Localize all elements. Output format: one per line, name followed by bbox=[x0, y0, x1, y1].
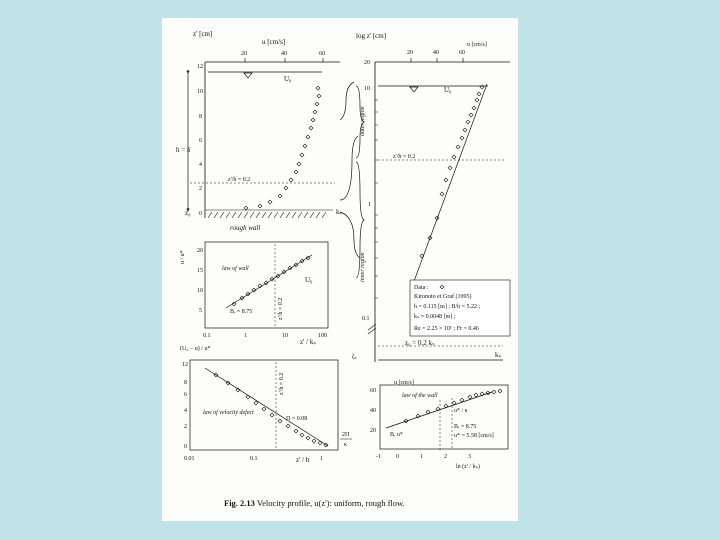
panel-d-ytick-8: 8 bbox=[184, 380, 187, 386]
figure-caption bbox=[224, 498, 524, 508]
panel-d-pi-label: Π = 0.08 bbox=[286, 416, 308, 422]
water-surface-icon bbox=[244, 73, 252, 78]
panel-d-ytick-2: 2 bbox=[184, 424, 187, 430]
panel-d-level-label: z'/h = 0.2 bbox=[279, 372, 285, 395]
panel-d-kappa: κ bbox=[344, 442, 348, 448]
legend-line2: kₛ = 0.0048 [m] ; bbox=[414, 314, 456, 320]
panel-b-zeta: ζ₀ bbox=[352, 354, 357, 360]
legend-line3: Re = 2.25 × 10⁵ ; Fr = 0.46 bbox=[414, 326, 479, 332]
panel-a-xtick-20: 20 bbox=[241, 51, 247, 57]
panel-b-xtick-20: 20 bbox=[407, 50, 413, 56]
panel-d-xtick-001: 0.01 bbox=[184, 456, 195, 462]
panel-d-x-label: z' / h bbox=[296, 456, 310, 464]
panel-c-ytick-10: 10 bbox=[197, 288, 203, 294]
legend-line1: h = 0.115 [m] ; B/h = 5.22 ; bbox=[414, 304, 481, 310]
panel-e-law-label: law of the wall bbox=[402, 393, 438, 399]
panel-a-xtick-60: 60 bbox=[319, 51, 325, 57]
panel-a-data-points bbox=[244, 86, 321, 210]
legend-source: Kironoto et Graf (1995) bbox=[414, 294, 472, 300]
panel-b-ytick-1: 1 bbox=[368, 202, 371, 208]
panel-b bbox=[352, 32, 510, 362]
panel-b-xtick-40: 40 bbox=[433, 50, 439, 56]
rough-wall-hatch bbox=[205, 210, 333, 218]
panel-c-ytick-5: 5 bbox=[199, 308, 202, 314]
panel-e-ustar-label: u* = 5.58 [cm/s] bbox=[454, 433, 494, 439]
panel-c-fit-line bbox=[226, 255, 312, 308]
panel-d-ytick-6: 6 bbox=[184, 392, 187, 398]
panel-d-y-label: (U₀ − u) / u* bbox=[180, 346, 211, 352]
panel-a-z0: z₀ bbox=[185, 209, 191, 217]
panel-e-brus-label: Bᵣ u* bbox=[390, 432, 403, 438]
panel-c-xtick-10: 10 bbox=[282, 333, 288, 339]
panel-a-ytick-6: 6 bbox=[199, 138, 202, 144]
panel-b-u0: U₀ bbox=[444, 86, 452, 94]
panel-a-ytick-12: 12 bbox=[197, 64, 203, 70]
panel-d-ytick-12: 12 bbox=[182, 362, 188, 368]
panel-e-y-label: u [cm/s] bbox=[394, 380, 414, 386]
panel-e-br-label: Bᵣ = 8.75 bbox=[454, 424, 477, 430]
panel-e-ytick-60: 60 bbox=[370, 388, 376, 394]
panel-b-data-points bbox=[420, 85, 484, 258]
panel-b-log-law-line bbox=[410, 84, 487, 292]
panel-d-2pi: 2Π bbox=[342, 432, 350, 438]
panel-c-y-label: u / u* bbox=[180, 250, 186, 264]
panel-c-ytick-20: 20 bbox=[197, 248, 203, 254]
panel-b-y-label: log z' [cm] bbox=[356, 32, 387, 40]
panel-c-law-label: law of wall bbox=[222, 266, 249, 272]
panel-a-level-label: z'/h = 0.2 bbox=[228, 177, 251, 183]
panel-a-ytick-0: 0 bbox=[199, 211, 202, 217]
panel-d-xtick-1: 1 bbox=[320, 456, 323, 462]
panel-a-depth-label: h = δ bbox=[176, 146, 191, 154]
panel-c-xtick-1: 1 bbox=[244, 333, 247, 339]
panel-a bbox=[176, 30, 360, 258]
panel-a-x-label: u [cm/s] bbox=[262, 38, 286, 46]
panel-c-br-label: Bᵣ = 8.75 bbox=[230, 309, 253, 315]
panel-b-level-label: z'/h = 0.2 bbox=[393, 154, 416, 160]
panel-a-xtick-40: 40 bbox=[281, 51, 287, 57]
panel-b-ks: kₛ bbox=[495, 351, 502, 359]
panel-d-ytick-0: 0 bbox=[184, 444, 187, 450]
panel-a-ytick-4: 4 bbox=[199, 162, 202, 168]
panel-e-x-label: ln (z' / kₛ) bbox=[456, 464, 480, 470]
panel-c-u0: U₀ bbox=[305, 276, 313, 284]
panel-c-xtick-01: 0.1 bbox=[203, 333, 211, 339]
panel-b-z0-label: z₀ = 0.2 kₛ bbox=[405, 339, 435, 347]
panel-a-ytick-8: 8 bbox=[199, 114, 202, 120]
panel-a-ytick-2: 2 bbox=[199, 186, 202, 192]
panel-b-inner-label: inner region bbox=[360, 252, 366, 282]
panel-b-ytick-10: 10 bbox=[364, 86, 370, 92]
panel-b-ytick-20: 20 bbox=[364, 60, 370, 66]
panel-d-ytick-4: 4 bbox=[184, 408, 187, 414]
panel-c-frame bbox=[205, 242, 328, 328]
panel-a-u0: U₀ bbox=[284, 75, 292, 83]
panel-a-wall-label: rough wall bbox=[230, 224, 261, 232]
panel-d-law-label: law of velocity defect bbox=[203, 410, 254, 416]
figure-number: Fig. 2.13 bbox=[224, 498, 255, 508]
panel-a-ytick-10: 10 bbox=[197, 89, 203, 95]
panel-d-fit-line bbox=[205, 368, 328, 446]
panel-e-xtick-3: 3 bbox=[468, 454, 471, 460]
panel-b-ytick-01: 0.1 bbox=[362, 316, 370, 322]
panel-e-ytick-40: 40 bbox=[370, 408, 376, 414]
panel-d-xtick-01: 0.1 bbox=[250, 456, 258, 462]
panel-e-ytick-20: 20 bbox=[370, 428, 376, 434]
panel-e bbox=[370, 380, 508, 470]
panel-c-ytick-15: 15 bbox=[197, 268, 203, 274]
panel-b-xtick-60: 60 bbox=[459, 50, 465, 56]
figure-caption-text: Velocity profile, u(z'): uniform, rough flow. bbox=[256, 498, 405, 508]
panel-c bbox=[180, 242, 328, 346]
panel-a-ks: kₛ bbox=[336, 208, 343, 216]
panel-c-level-label: z'/h = 0.2 bbox=[278, 297, 284, 320]
panel-d bbox=[180, 345, 352, 464]
panel-b-x-label: u [cm/s] bbox=[467, 42, 487, 48]
panel-c-x-label: z' / kₛ bbox=[300, 338, 316, 346]
panel-e-xtick-m1: -1 bbox=[376, 454, 381, 460]
panel-a-y-label: z' [cm] bbox=[193, 30, 213, 38]
panel-b-outer-label: outer region bbox=[360, 106, 366, 136]
panel-e-xtick-2: 2 bbox=[444, 454, 447, 460]
panel-d-frame bbox=[190, 360, 338, 450]
panel-c-xtick-100: 100 bbox=[318, 333, 327, 339]
legend-title: Data : bbox=[414, 285, 429, 291]
panel-e-slope-label: u* / κ bbox=[454, 408, 468, 414]
panel-e-xtick-0: 0 bbox=[396, 454, 399, 460]
panel-e-xtick-1: 1 bbox=[420, 454, 423, 460]
